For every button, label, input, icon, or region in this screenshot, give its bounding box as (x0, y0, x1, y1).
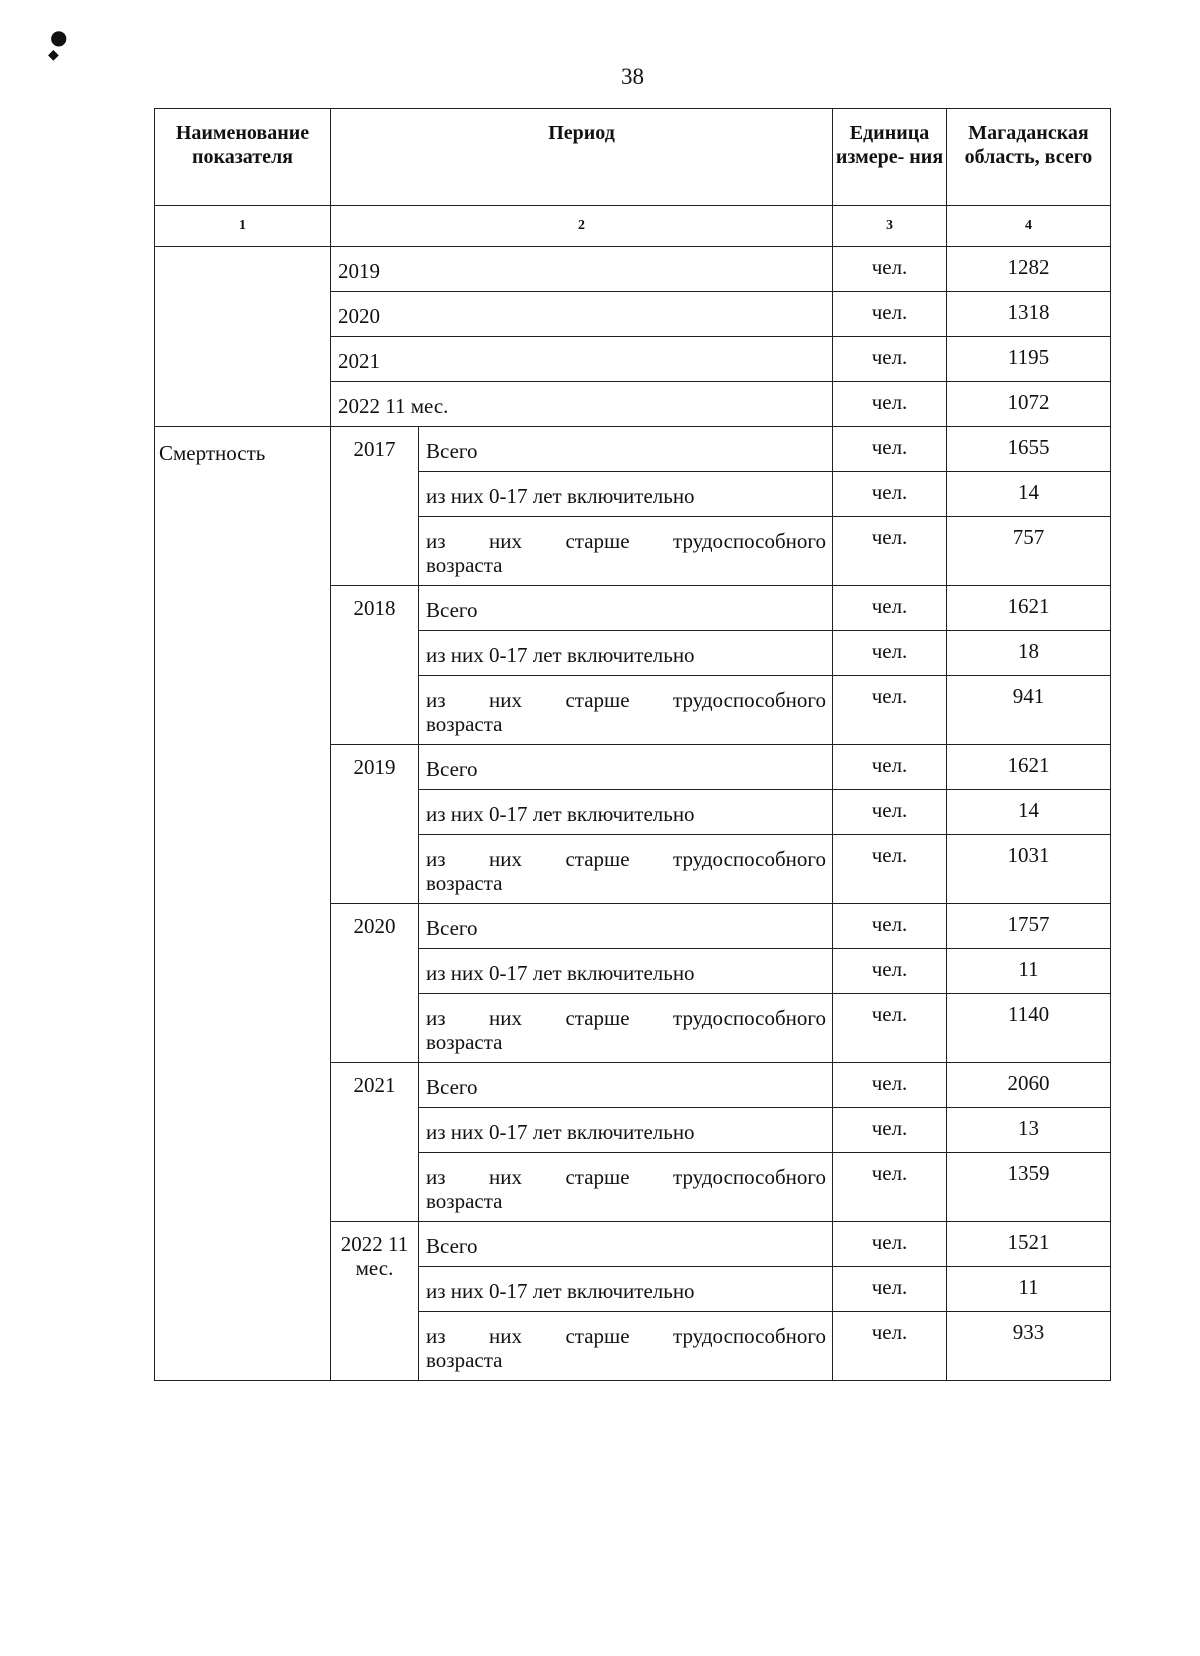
category-older-line1: из них старше трудоспособного (426, 529, 826, 553)
value-cell (947, 1312, 1111, 1381)
year-label: 2019 (353, 755, 396, 779)
unit-cell (833, 292, 947, 337)
unit-label: чел. (871, 639, 908, 663)
unit-label: чел. (871, 1116, 908, 1140)
unit-label: чел. (871, 1071, 908, 1095)
unit-label: чел. (871, 684, 908, 708)
category-cell (419, 631, 833, 676)
unit-cell (833, 676, 947, 745)
value-cell (947, 1108, 1111, 1153)
unit-cell (833, 745, 947, 790)
period-cell (331, 337, 833, 382)
period-cell (331, 292, 833, 337)
category-children-label: из них 0-17 лет включительно (426, 1279, 695, 1303)
value-cell (947, 676, 1111, 745)
year-label: 2022 11 мес. (340, 1232, 409, 1280)
category-cell (419, 1312, 833, 1381)
indicator-cell-empty (155, 247, 331, 427)
value-label: 1282 (1007, 255, 1050, 279)
value-label: 1072 (1007, 390, 1050, 414)
category-total-label: Всего (426, 598, 478, 622)
value-cell (947, 1063, 1111, 1108)
value-cell (947, 292, 1111, 337)
unit-label: чел. (871, 480, 908, 504)
category-older-label (419, 994, 832, 1054)
category-cell (419, 949, 833, 994)
unit-label: чел. (871, 435, 908, 459)
value-cell (947, 427, 1111, 472)
unit-cell (833, 949, 947, 994)
category-cell (419, 1153, 833, 1222)
value-cell (947, 382, 1111, 427)
unit-cell (833, 994, 947, 1063)
indicator-table (154, 108, 1111, 1381)
value-label: 11 (1018, 1275, 1039, 1299)
unit-label: чел. (871, 1320, 908, 1344)
scan-mark-icon: ◆ (48, 47, 59, 63)
page-number: 38 (621, 64, 644, 89)
category-cell (419, 1222, 833, 1267)
year-cell (331, 904, 419, 1063)
category-older-line2: возраста (426, 871, 503, 895)
value-cell (947, 745, 1111, 790)
year-cell (331, 586, 419, 745)
unit-cell (833, 1222, 947, 1267)
unit-label: чел. (871, 345, 908, 369)
value-label: 941 (1012, 684, 1045, 708)
scan-mark-icon: ● (50, 25, 68, 49)
value-label: 14 (1018, 798, 1039, 822)
category-older-label (419, 517, 832, 577)
category-older-label (419, 1312, 832, 1372)
category-total-label: Всего (426, 916, 478, 940)
unit-cell (833, 631, 947, 676)
category-cell (419, 517, 833, 586)
unit-label: чел. (871, 594, 908, 618)
value-label: 14 (1018, 480, 1039, 504)
unit-cell (833, 904, 947, 949)
header-region-total: Магаданская область, всего (947, 109, 1111, 206)
category-cell (419, 1063, 833, 1108)
value-label: 1318 (1007, 300, 1050, 324)
category-children-label: из них 0-17 лет включительно (426, 484, 695, 508)
category-cell (419, 1108, 833, 1153)
category-cell (419, 994, 833, 1063)
category-children-label: из них 0-17 лет включительно (426, 643, 695, 667)
unit-cell (833, 427, 947, 472)
unit-label: чел. (871, 753, 908, 777)
category-cell (419, 790, 833, 835)
unit-cell (833, 790, 947, 835)
category-older-line1: из них старше трудоспособного (426, 1165, 826, 1189)
category-cell (419, 676, 833, 745)
year-label: 2021 (353, 1073, 396, 1097)
mortality-section (155, 427, 1111, 1381)
unit-label: чел. (871, 390, 908, 414)
unit-label: чел. (871, 255, 908, 279)
column-number: 3 (833, 206, 947, 247)
value-label: 1621 (1007, 753, 1050, 777)
value-cell (947, 1222, 1111, 1267)
value-label: 13 (1018, 1116, 1039, 1140)
category-older-line2: возраста (426, 1030, 503, 1054)
value-label: 933 (1012, 1320, 1045, 1344)
indicator-cell (155, 427, 331, 1381)
unit-label: чел. (871, 957, 908, 981)
category-older-line1: из них старше трудоспособного (426, 847, 826, 871)
value-label: 2060 (1007, 1071, 1050, 1095)
column-number: 1 (155, 206, 331, 247)
year-label: 2017 (353, 437, 396, 461)
value-cell (947, 631, 1111, 676)
unit-cell (833, 1153, 947, 1222)
category-older-label (419, 835, 832, 895)
value-label: 11 (1018, 957, 1039, 981)
year-label: 2018 (353, 596, 396, 620)
value-cell (947, 949, 1111, 994)
unit-cell (833, 382, 947, 427)
category-older-line2: возраста (426, 1189, 503, 1213)
header-period: Период (331, 109, 833, 206)
period-cell (331, 247, 833, 292)
header-unit: Единица измере- ния (833, 109, 947, 206)
column-number-row (155, 206, 1111, 247)
period-label: 2022 11 мес. (338, 394, 449, 418)
period-label: 2020 (338, 304, 380, 328)
table-row (155, 247, 1111, 292)
period-label: 2021 (338, 349, 380, 373)
value-cell (947, 337, 1111, 382)
unit-cell (833, 472, 947, 517)
unit-label: чел. (871, 798, 908, 822)
category-older-line1: из них старше трудоспособного (426, 1006, 826, 1030)
column-number: 2 (331, 206, 833, 247)
header-row (155, 109, 1111, 206)
year-cell (331, 427, 419, 586)
category-cell (419, 586, 833, 631)
category-cell (419, 472, 833, 517)
value-label: 18 (1018, 639, 1039, 663)
value-label: 1621 (1007, 594, 1050, 618)
unit-label: чел. (871, 1230, 908, 1254)
unit-cell (833, 1108, 947, 1153)
value-cell (947, 904, 1111, 949)
category-cell (419, 427, 833, 472)
category-cell (419, 1267, 833, 1312)
unit-cell (833, 1267, 947, 1312)
unit-cell (833, 247, 947, 292)
category-total-label: Всего (426, 757, 478, 781)
unit-label: чел. (871, 1275, 908, 1299)
unit-cell (833, 517, 947, 586)
unit-cell (833, 1063, 947, 1108)
value-cell (947, 517, 1111, 586)
value-label: 1359 (1007, 1161, 1050, 1185)
value-cell (947, 835, 1111, 904)
value-label: 1521 (1007, 1230, 1050, 1254)
unit-cell (833, 586, 947, 631)
category-total-label: Всего (426, 1234, 478, 1258)
category-total-label: Всего (426, 439, 478, 463)
period-cell (331, 382, 833, 427)
value-label: 1655 (1007, 435, 1050, 459)
column-number: 4 (947, 206, 1111, 247)
year-label: 2020 (353, 914, 396, 938)
category-children-label: из них 0-17 лет включительно (426, 961, 695, 985)
unit-label: чел. (871, 300, 908, 324)
value-cell (947, 247, 1111, 292)
value-cell (947, 586, 1111, 631)
unit-label: чел. (871, 525, 908, 549)
value-label: 1031 (1007, 843, 1050, 867)
indicator-label: Смертность (159, 441, 266, 465)
value-cell (947, 790, 1111, 835)
header-indicator-name: Наименование показателя (155, 109, 331, 206)
value-label: 1757 (1007, 912, 1050, 936)
year-cell (331, 1063, 419, 1222)
category-older-line2: возраста (426, 712, 503, 736)
category-cell (419, 904, 833, 949)
category-total-label: Всего (426, 1075, 478, 1099)
period-label: 2019 (338, 259, 380, 283)
value-cell (947, 1153, 1111, 1222)
category-older-line2: возраста (426, 553, 503, 577)
category-children-label: из них 0-17 лет включительно (426, 802, 695, 826)
unit-label: чел. (871, 1002, 908, 1026)
value-label: 1140 (1007, 1002, 1050, 1026)
category-older-label (419, 676, 832, 736)
category-cell (419, 745, 833, 790)
category-older-line1: из них старше трудоспособного (426, 688, 826, 712)
value-label: 1195 (1007, 345, 1050, 369)
year-cell (331, 1222, 419, 1381)
unit-label: чел. (871, 1161, 908, 1185)
category-older-label (419, 1153, 832, 1213)
value-cell (947, 472, 1111, 517)
category-older-line2: возраста (426, 1348, 503, 1372)
value-cell (947, 1267, 1111, 1312)
unit-cell (833, 337, 947, 382)
unit-label: чел. (871, 843, 908, 867)
category-children-label: из них 0-17 лет включительно (426, 1120, 695, 1144)
category-older-line1: из них старше трудоспособного (426, 1324, 826, 1348)
value-label: 757 (1012, 525, 1045, 549)
unit-cell (833, 1312, 947, 1381)
unit-cell (833, 835, 947, 904)
table-row (155, 427, 1111, 472)
year-cell (331, 745, 419, 904)
unit-label: чел. (871, 912, 908, 936)
category-cell (419, 835, 833, 904)
value-cell (947, 994, 1111, 1063)
